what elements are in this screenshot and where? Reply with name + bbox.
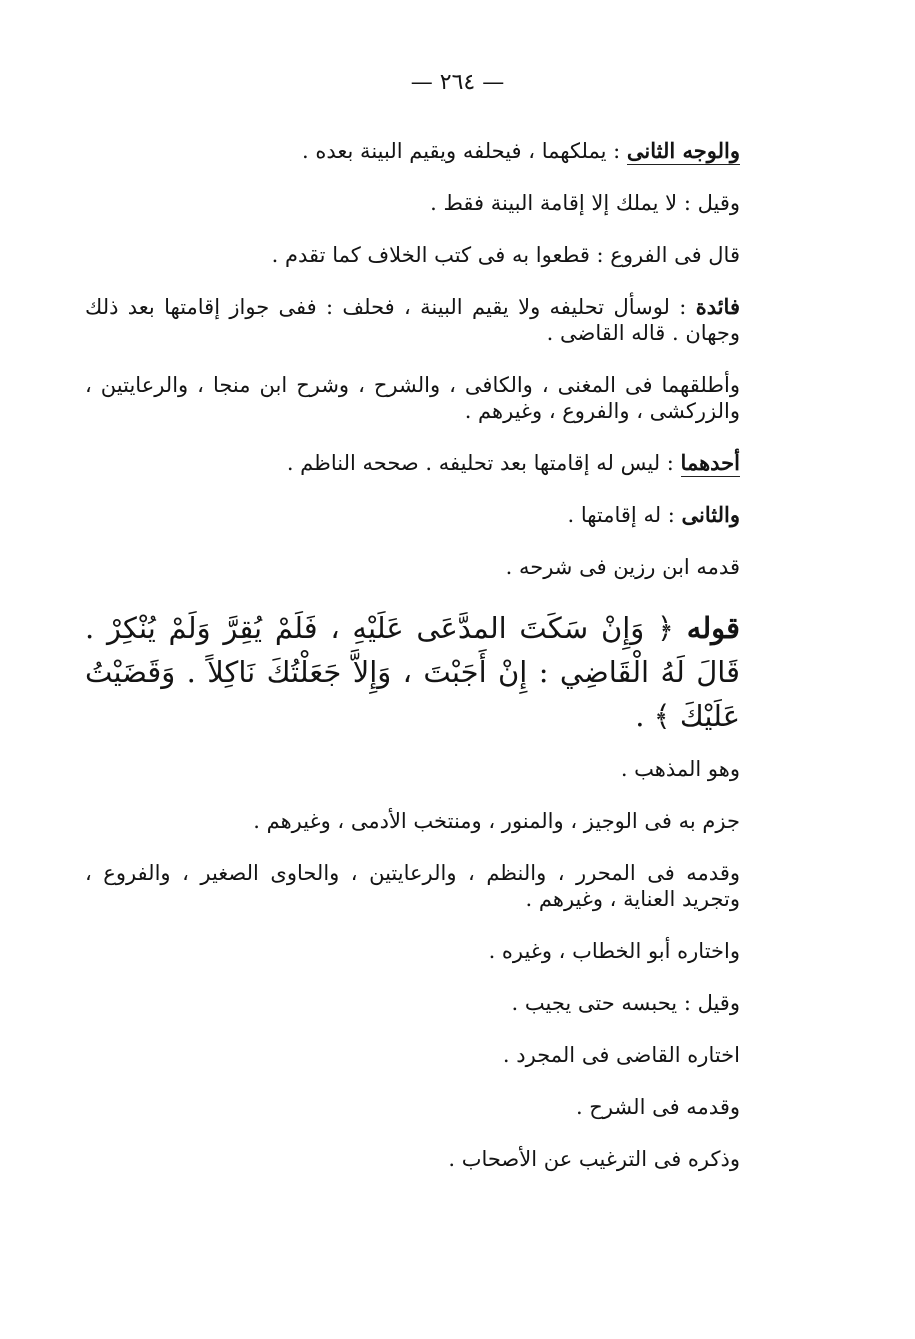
paragraph-lead: والثانى	[681, 502, 740, 527]
paragraph	[85, 502, 740, 528]
paragraph	[85, 138, 740, 164]
paragraph-text: قدمه ابن رزين فى شرحه .	[505, 555, 740, 579]
paragraph	[85, 756, 740, 782]
paragraph-text: وقيل : لا يملك إلا إقامة البينة فقط .	[430, 191, 740, 215]
paragraph	[85, 990, 740, 1016]
paragraph-lead: والوجه الثانى	[626, 138, 740, 163]
paragraph-text: وأطلقهما فى المغنى ، والكافى ، والشرح ، وشرح ابن منجا ، والرعايتين ، والزركشى ، والفروع ، وغيرهم .	[85, 373, 740, 423]
page-number: — ٢٦٤ —	[410, 70, 505, 95]
paragraph-text: قال فى الفروع : قطعوا به فى كتب الخلاف كما تقدم .	[271, 243, 740, 267]
paragraph-text: : لوسأل تحليفه ولا يقيم البينة ، فحلف : ففى جواز إقامتها بعد ذلك وجهان . قاله القاضى .	[85, 295, 740, 345]
paragraph-text: اختاره القاضى فى المجرد .	[502, 1043, 740, 1067]
paragraph	[85, 1094, 740, 1120]
paragraph-text: وهو المذهب .	[620, 757, 740, 781]
paragraph	[85, 554, 740, 580]
paragraph	[85, 294, 740, 346]
paragraph-text: واختاره أبو الخطاب ، وغيره .	[488, 939, 740, 963]
paragraph	[85, 1146, 740, 1172]
paragraph	[85, 450, 740, 476]
paragraph-text: : ليس له إقامتها بعد تحليفه . صححه الناظم .	[286, 451, 681, 475]
paragraph-text: وقدمه فى المحرر ، والنظم ، والرعايتين ، والحاوى الصغير ، والفروع ، وتجريد العناية ، وغيرهم .	[85, 861, 740, 911]
paragraph	[85, 938, 740, 964]
paragraph-lead: أحدهما	[680, 450, 740, 475]
paragraph	[85, 860, 740, 912]
paragraph-text: وقدمه فى الشرح .	[575, 1095, 740, 1119]
paragraph-text: وقيل : يحبسه حتى يجيب .	[511, 991, 740, 1015]
body-text	[85, 138, 740, 1198]
quote-lead: قوله	[686, 611, 740, 645]
paragraph-lead: فائدة	[695, 294, 740, 319]
paragraph-text: جزم به فى الوجيز ، والمنور ، ومنتخب الأدمى ، وغيرهم .	[253, 809, 740, 833]
paragraph	[85, 190, 740, 216]
quoted-text	[85, 606, 740, 738]
paragraph-text: وذكره فى الترغيب عن الأصحاب .	[448, 1147, 740, 1171]
paragraph	[85, 372, 740, 424]
paragraph	[85, 808, 740, 834]
paragraph	[85, 1042, 740, 1068]
paragraph	[85, 242, 740, 268]
quote-body: ﴿ وَإِنْ سَكَتَ المدَّعَى عَلَيْهِ ، فَلَمْ يُقِرَّ وَلَمْ يُنْكِرْ . قَالَ لَهُ الْقَاضِي : إِنْ أَجَبْتَ ، وَإِلاَّ جَعَلْتُكَ نَاكِلاً . وَقَضَيْتُ عَلَيْكَ ﴾ .	[85, 611, 740, 733]
paragraph-text: : له إقامتها .	[567, 503, 682, 527]
paragraph-text: : يملكهما ، فيحلفه ويقيم البينة بعده .	[302, 139, 627, 163]
